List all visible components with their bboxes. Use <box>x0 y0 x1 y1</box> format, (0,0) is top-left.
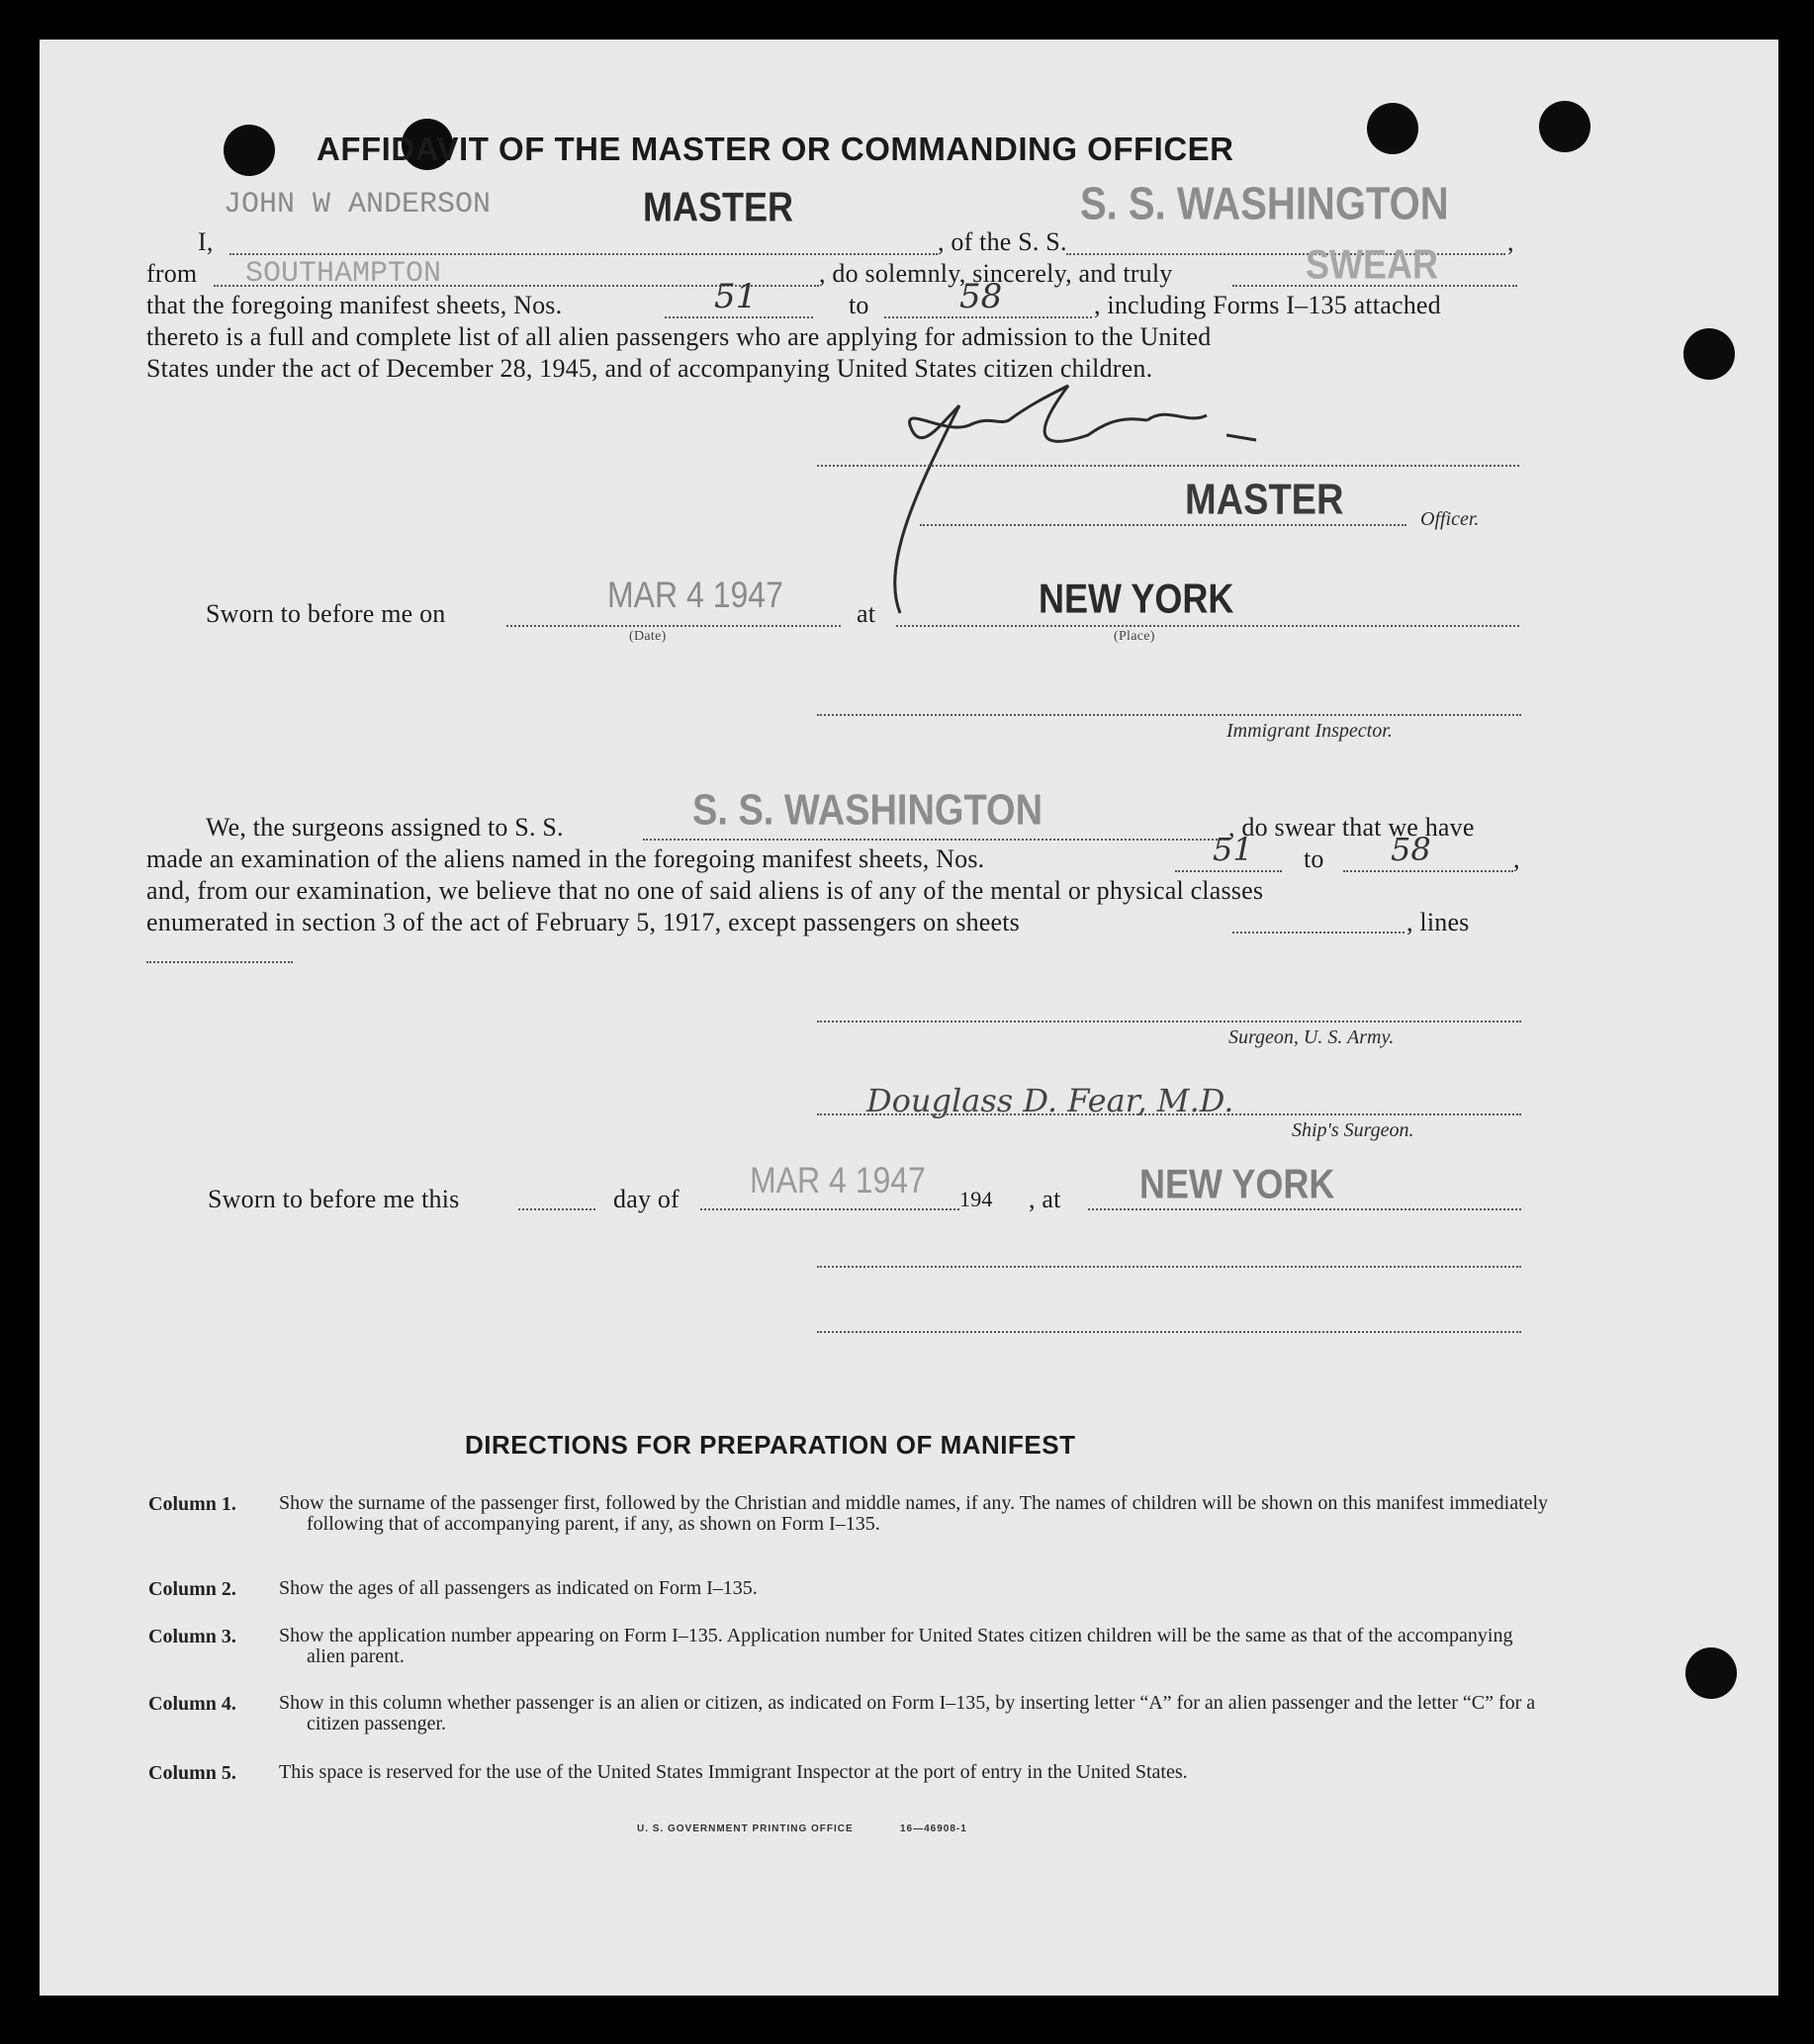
line1-comma: , <box>1507 227 1514 256</box>
punch-hole <box>1685 1647 1737 1699</box>
sworn2-place-stamp: NEW YORK <box>1139 1160 1335 1207</box>
army-surgeon-line <box>817 1021 1521 1022</box>
ship-surgeon-caption: Ship's Surgeon. <box>1292 1119 1414 1141</box>
sheet-from-line <box>665 316 813 318</box>
master-rank-stamp: MASTER <box>1185 476 1344 524</box>
ship-surgeon-signature: Douglass D. Fear, M.D. <box>866 1082 1234 1119</box>
surgeons-intro: We, the surgeons assigned to S. S. <box>206 813 564 842</box>
surgeons-sheet-from: 51 <box>1213 831 1253 868</box>
surgeons-swear-text: , do swear that we have <box>1228 813 1475 842</box>
sworn2-year-prefix: 194 <box>959 1187 993 1211</box>
officer-caption: Officer. <box>1420 508 1480 530</box>
sworn-place-line <box>896 625 1519 627</box>
officer-line <box>920 524 1406 526</box>
swear-stamp: SWEAR <box>1306 240 1438 288</box>
to-label: to <box>849 291 869 319</box>
punch-hole <box>224 125 275 176</box>
punch-hole <box>1683 328 1735 380</box>
sworn-date-line <box>506 625 841 627</box>
rank-stamp: MASTER <box>643 183 793 230</box>
date-caption: (Date) <box>629 629 667 644</box>
sheets-line <box>1232 932 1405 933</box>
master-name-line <box>229 253 938 255</box>
swear-line <box>1232 285 1517 287</box>
surgeons-line2-comma: , <box>1513 844 1520 873</box>
port-stamp: SOUTHAMPTON <box>245 257 442 291</box>
sheet-to-line <box>884 316 1092 318</box>
surgeons-sheet-from-line <box>1175 870 1282 872</box>
sworn2-date-line <box>700 1208 959 1210</box>
direction-column-4-label: Column 4. <box>148 1693 236 1715</box>
sworn2-at: , at <box>1029 1185 1061 1213</box>
surgeons-ship-line <box>643 839 1228 841</box>
manifest-sheets-text: that the foregoing manifest sheets, Nos. <box>146 291 563 319</box>
ship-name-line <box>1066 253 1505 255</box>
punch-hole <box>1367 103 1418 154</box>
form-number: 16—46908-1 <box>900 1823 967 1834</box>
directions-title: DIRECTIONS FOR PREPARATION OF MANIFEST <box>465 1430 1076 1460</box>
printer-imprint: U. S. GOVERNMENT PRINTING OFFICE <box>637 1823 854 1834</box>
document-page <box>40 40 1778 1996</box>
sheet-from-handwritten: 51 <box>714 277 758 316</box>
affidavit-title: AFFIDAVIT OF THE MASTER OR COMMANDING OFFICER <box>317 131 1234 167</box>
master-name-stamp: JOHN W ANDERSON <box>224 188 492 222</box>
sworn-at-label: at <box>857 599 876 628</box>
sworn2-day-of: day of <box>613 1185 680 1213</box>
surgeons-sheet-to: 58 <box>1391 831 1431 868</box>
surgeons-line3: and, from our examination, we believe that no one of said aliens is of any of the mental or physical classes <box>146 876 1264 905</box>
sworn-place-stamp: NEW YORK <box>1039 575 1234 622</box>
sheet-to-handwritten: 58 <box>959 277 1003 316</box>
direction-column-1-label: Column 1. <box>148 1493 236 1515</box>
affidavit-line4: thereto is a full and complete list of all alien passengers who are applying for admission to the United <box>146 322 1212 351</box>
sworn2-signature-line-2 <box>817 1331 1521 1333</box>
punch-hole <box>1539 101 1590 152</box>
solemnly-text: , do solemnly, sincerely, and truly <box>819 259 1173 288</box>
affidavit-i-label: I, <box>198 227 214 256</box>
sworn2-signature-line-1 <box>817 1266 1521 1268</box>
affidavit-line5: States under the act of December 28, 1945, and of accompanying United States citizen children. <box>146 354 1153 383</box>
army-surgeon-caption: Surgeon, U. S. Army. <box>1228 1026 1395 1048</box>
lines-label: , lines <box>1406 908 1470 936</box>
sworn2-text: Sworn to before me this <box>208 1185 460 1213</box>
surgeons-to-label: to <box>1304 844 1324 873</box>
surgeons-line4: enumerated in section 3 of the act of February 5, 1917, except passengers on sheets <box>146 908 1020 936</box>
direction-column-5-text: This space is reserved for the use of the United States Immigrant Inspector at the port of entry in the United States. <box>279 1761 1188 1783</box>
direction-column-2-text: Show the ages of all passengers as indicated on Form I–135. <box>279 1577 758 1599</box>
inspector-line <box>817 714 1521 716</box>
sworn2-place-line <box>1088 1208 1521 1210</box>
direction-column-3-text: Show the application number appearing on Form I–135. Application number for United States citizen children will be the same as that of the accompanying alien parent. <box>279 1625 1513 1667</box>
direction-column-1-text: Show the surname of the passenger first, followed by the Christian and middle names, if any. The names of children will be shown on this manifest immediately following that of accompanying parent, if any, as shown on Form I–135. <box>279 1492 1549 1535</box>
place-caption: (Place) <box>1114 629 1155 644</box>
lines-continuation <box>146 961 293 963</box>
surgeons-sheet-to-line <box>1343 870 1513 872</box>
inspector-caption: Immigrant Inspector. <box>1226 720 1393 742</box>
direction-column-5-label: Column 5. <box>148 1762 236 1784</box>
from-label: from <box>146 259 198 288</box>
surgeons-ship-stamp: S. S. WASHINGTON <box>692 786 1043 835</box>
surgeons-line2: made an examination of the aliens named in the foregoing manifest sheets, Nos. <box>146 844 985 873</box>
sworn-date-stamp: MAR 4 1947 <box>607 574 783 615</box>
of-the-ss-label: , of the S. S. <box>938 227 1067 256</box>
sworn2-date-stamp: MAR 4 1947 <box>750 1159 926 1200</box>
sworn-before-text: Sworn to before me on <box>206 599 446 628</box>
ship-name-stamp: S. S. WASHINGTON <box>1080 179 1449 229</box>
direction-column-3-label: Column 3. <box>148 1626 236 1647</box>
ship-surgeon-line <box>817 1113 1521 1115</box>
direction-column-4-text: Show in this column whether passenger is an alien or citizen, as indicated on Form I–135, by inserting letter “A” for an alien passenger and the letter “C” for a citizen passenger. <box>279 1692 1536 1734</box>
master-signature-line <box>817 465 1519 467</box>
including-forms-text: , including Forms I–135 attached <box>1094 291 1441 319</box>
direction-column-2-label: Column 2. <box>148 1578 236 1600</box>
sworn2-day-line <box>518 1208 595 1210</box>
